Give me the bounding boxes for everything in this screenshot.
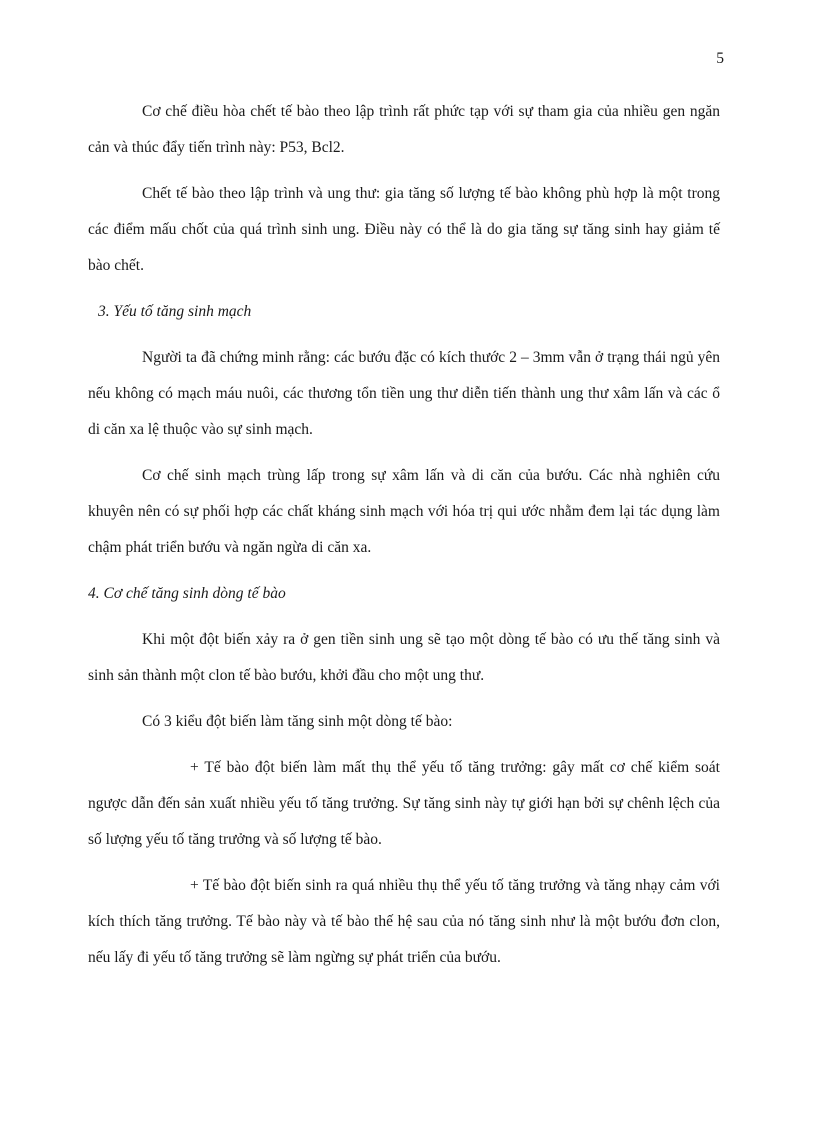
list-item-mutation-type-1: + Tế bào đột biến làm mất thụ thể yếu tố tăng trưởng: gây mất cơ chế kiểm soát ngược dẫn đến sản xuất nhiều yếu tố tăng trưởng. Sự tăng sinh này tự giới hạn bởi sự chênh lệch của số lượng yếu tố tăng trưởng và số lượng tế bào. bbox=[88, 759, 720, 848]
paragraph-apoptosis-and-cancer: Chết tế bào theo lập trình và ung thư: gia tăng số lượng tế bào không phù hợp là một trong các điểm mấu chốt của quá trình sinh ung. Điều này có thể là do gia tăng sự tăng sinh hay giảm tế bào chết. bbox=[88, 185, 720, 274]
paragraph-apoptosis-regulation: Cơ chế điều hòa chết tế bào theo lập trình rất phức tạp với sự tham gia của nhiều gen ngăn cản và thúc đẩy tiến trình này: P53, Bcl2. bbox=[88, 103, 720, 156]
list-item-mutation-type-2: + Tế bào đột biến sinh ra quá nhiều thụ thể yếu tố tăng trưởng và tăng nhạy cảm với kích thích tăng trưởng. Tế bào này và tế bào thế hệ sau của nó tăng sinh như là một bướu đơn clon, nếu lấy đi yếu tố tăng trưởng sẽ làm ngừng sự phát triển của bướu. bbox=[88, 877, 720, 966]
paragraph-mutation-types-intro: Có 3 kiểu đột biến làm tăng sinh một dòng tế bào: bbox=[142, 713, 453, 730]
page-body bbox=[88, 94, 720, 986]
section-heading-angiogenesis: 3. Yếu tố tăng sinh mạch bbox=[98, 303, 252, 320]
paragraph-clonal-mutation: Khi một đột biến xảy ra ở gen tiền sinh ung sẽ tạo một dòng tế bào có ưu thế tăng sinh và sinh sản thành một clon tế bào bướu, khởi đầu cho một ung thư. bbox=[88, 631, 720, 684]
paragraph-angiogenesis-evidence: Người ta đã chứng minh rằng: các bướu đặc có kích thước 2 – 3mm vẫn ở trạng thái ngủ yên nếu không có mạch máu nuôi, các thương tổn tiền ung thư diễn tiến thành ung thư xâm lấn và các ổ di căn xa lệ thuộc vào sự sinh mạch. bbox=[88, 349, 720, 438]
paragraph-angiogenesis-mechanism: Cơ chế sinh mạch trùng lấp trong sự xâm lấn và di căn của bướu. Các nhà nghiên cứu khuyên nên có sự phối hợp các chất kháng sinh mạch với hóa trị qui ước nhằm đem lại tác dụng làm chậm phát triển bướu và ngăn ngừa di căn xa. bbox=[88, 467, 720, 556]
section-heading-clonal-proliferation: 4. Cơ chế tăng sinh dòng tế bào bbox=[88, 585, 286, 602]
page-number: 5 bbox=[716, 50, 724, 67]
